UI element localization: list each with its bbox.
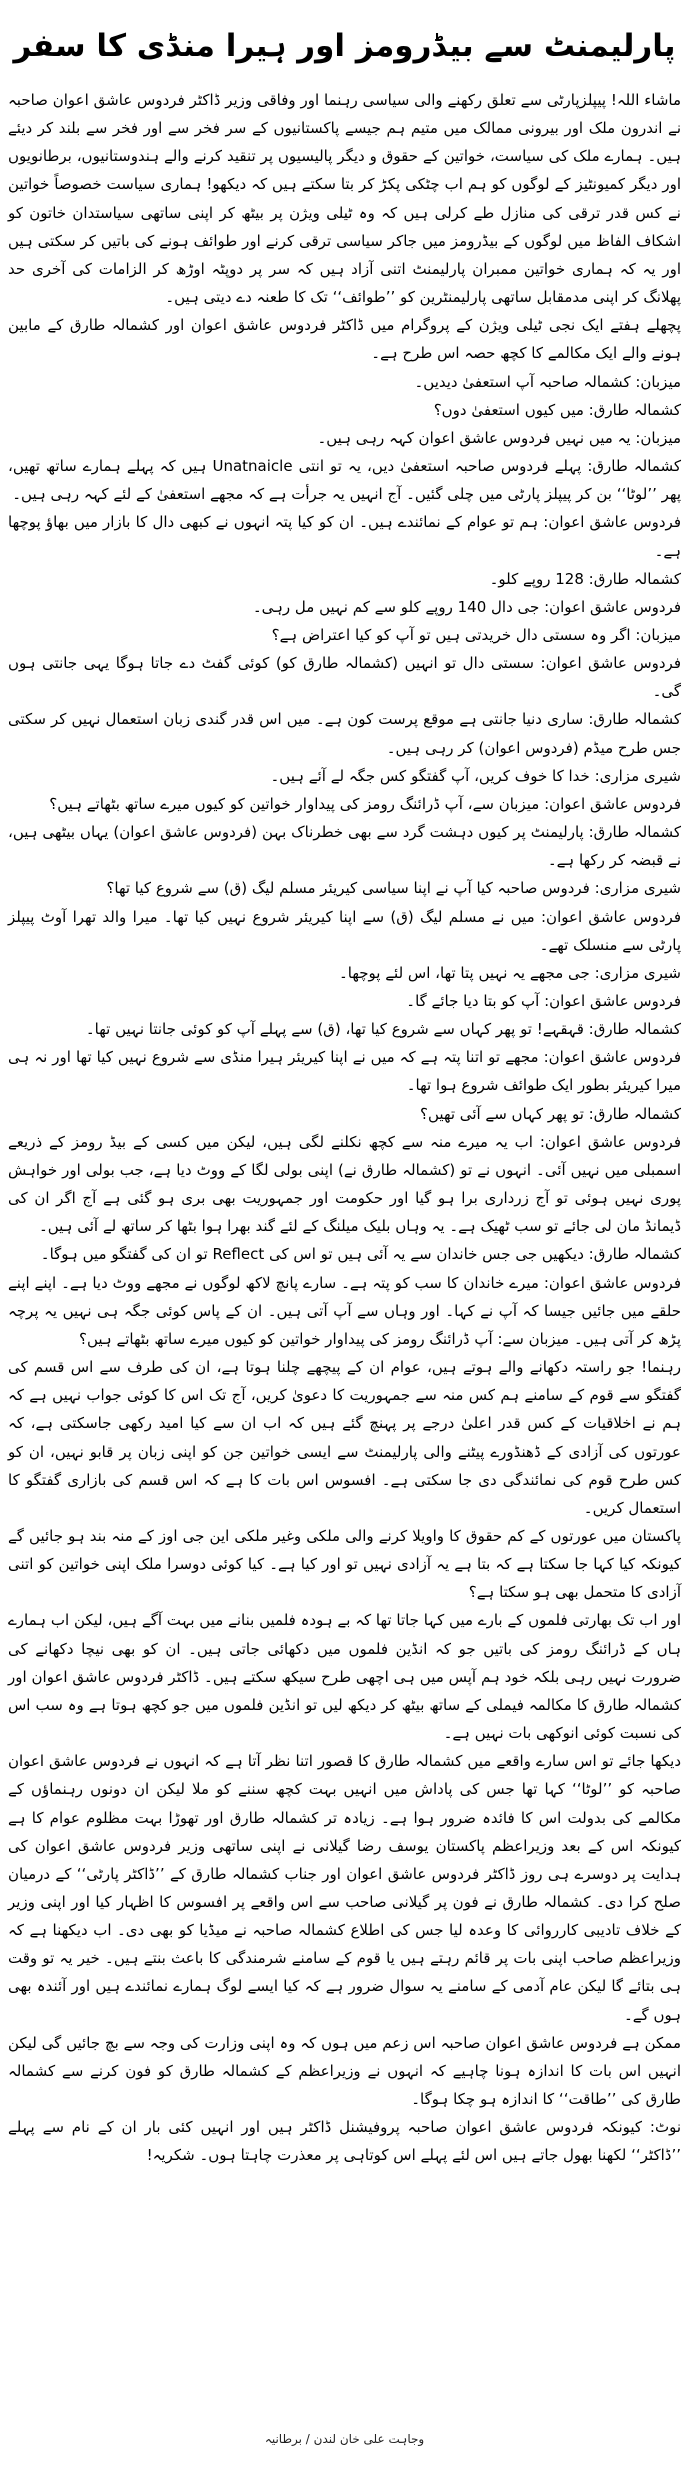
paragraph: میزبان: یہ میں نہیں فردوس عاشق اعوان کہہ رہی ہیں۔: [317, 428, 681, 447]
paragraph: پاکستان میں عورتوں کے کم حقوق کا واویلا کرنے والی ملکی وغیر ملکی این جی اوز کے منہ بند ہو جائیں گے کیونکہ کیا کہا جا سکتا ہے کہ بتا ہے یہ آزادی نہیں تو اور کیا ہے۔ کیا کوئی دوسرا ملک اپنی خواتین کو اتنی آزادی کا متحمل بھی ہو سکتا ہے؟: [8, 1526, 681, 1602]
paragraph: فردوس عاشق اعوان: میزبان سے، آپ ڈرائنگ رومز کی پیداوار خواتین کو کیوں میرے ساتھ بٹھاتے ہیں؟: [49, 794, 681, 813]
paragraph: شیری مزاری: جی مجھے یہ نہیں پتا تھا، اس لئے پوچھا۔: [339, 963, 681, 982]
paragraph: فردوس عاشق اعوان: آپ کو بتا دیا جائے گا۔: [406, 992, 681, 1010]
paragraph: میزبان: اگر وہ سستی دال خریدتی ہیں تو آپ کو کیا اعتراض ہے؟: [271, 625, 681, 644]
paragraph: کشمالہ طارق: قہقہے! تو پھر کہاں سے شروع کیا تھا، (ق) سے پہلے آپ کو کوئی جانتا نہیں تھا۔: [85, 1020, 681, 1039]
paragraph: فردوس عاشق اعوان: جی دال 140 روپے کلو سے کم نہیں مل رہی۔: [252, 597, 681, 616]
paragraph: پچھلے ہفتے ایک نجی ٹیلی ویژن کے پروگرام میں ڈاکٹر فردوس عاشق اعوان اور کشمالہ طارق کے مابین ہونے والے ایک مکالمے کا کچھ حصہ اس طرح ہے۔: [8, 316, 681, 363]
article-title: پارلیمنٹ سے بیڈرومز اور ہیرا منڈی کا سفر: [13, 28, 676, 64]
paragraph: کشمالہ طارق: 128 روپے کلو۔: [489, 569, 681, 588]
paragraph: فردوس عاشق اعوان: میرے خاندان کا سب کو پتہ ہے۔ سارے پانچ لاکھ لوگوں نے مجھے ووٹ دیا ہے۔ اپنے اپنے حلقے میں جائیں جیسا کہ آپ نے کہا۔ اور وہاں سے آپ آتی ہیں۔ ان کے پاس کوئی جگہ ہی نہیں یہ پرچہ پڑھ کر آتی ہیں۔ میزبان سے: آپ ڈرائنگ رومز کی پیداوار خواتین کو کیوں میرے ساتھ بٹھاتے ہیں؟: [8, 1273, 681, 1348]
paragraph: فردوس عاشق اعوان: اب یہ میرے منہ سے کچھ نکلنے لگی ہیں، لیکن میں کسی کے بیڈ رومز کے ذریعے اسمبلی میں نہیں آئی۔ انہوں نے تو (کشمالہ طارق نے) اپنی بولی لگا کے ووٹ دیا ہے، جب بولی اور خواہش پوری نہیں ہوئی تو آج زرداری برا ہو گیا اور حکومت اور جمہوریت بھی بری ہو گئی ہے آج اگر ان کی ڈیمانڈ مان لی جائے تو سب ٹھیک ہے۔ یہ وہاں بلیک میلنگ کے لئے گند بھرا ہوا بٹھا کر ساتھ لے آئی ہیں۔: [8, 1132, 681, 1236]
paragraph: رہنما! جو راستہ دکھانے والے ہوتے ہیں، عوام ان کے پیچھے چلنا ہوتا ہے، ان کی طرف سے اس قسم کی گفتگو سے قوم کے سامنے ہم کس منہ سے جمہوریت کا دعویٰ کریں، آج تک اس کا کوئی جواب نہیں ہے کہ ہم نے اخلاقیات کے کس قدر اعلیٰ درجے پر پہنچ گئے ہیں کہ اب ان سے کیا امید رکھی جاسکتی ہے، کہ عورتوں کی آزادی کے ڈھنڈورے پیٹنے والی پارلیمنٹ سے ایسی خواتین جن کو اپنی زبان پر قابو نہیں، ان کو کس طرح قوم کی نمائندگی دی جا سکتی ہے۔ افسوس اس بات کا ہے کہ اس قسم کی بازاری گفتگو کا استعمال کریں۔: [8, 1358, 681, 1517]
paragraph: ممکن ہے فردوس عاشق اعوان صاحبہ اس زعم میں ہوں کہ وہ اپنی وزارت کی وجہ سے بچ جائیں گی لیکن انہیں اس بات کا اندازہ ہونا چاہیے کہ انہوں نے وزیراعظم کے کشمالہ طارق کو فون کرنے سے کشمالہ طارق کی ’’طاقت‘‘ کا اندازہ ہو چکا ہوگا۔: [8, 2033, 681, 2109]
paragraph: کشمالہ طارق: پارلیمنٹ پر کیوں دہشت گرد سے بھی خطرناک بہن (فردوس عاشق اعوان) یہاں بیٹھی ہیں، نے قبضہ کر رکھا ہے۔: [8, 823, 681, 870]
paragraph: شیری مزاری: فردوس صاحبہ کیا آپ نے اپنا سیاسی کیریئر مسلم لیگ (ق) سے شروع کیا تھا؟: [106, 879, 681, 898]
author-byline: وجاہت علی خان لندن / برطانیہ: [264, 2432, 425, 2446]
paragraph: نوٹ: کیونکہ فردوس عاشق اعوان صاحبہ پروفیشنل ڈاکٹر ہیں اور انہیں کئی بار ان کے نام سے پہلے ’’ڈاکٹر‘‘ لکھنا بھول جاتے ہیں اس لئے پہلے اس کوتاہی پر معذرت چاہتا ہوں۔ شکریہ!: [8, 2118, 681, 2165]
paragraph: فردوس عاشق اعوان: ہم تو عوام کے نمائندے ہیں۔ ان کو کیا پتہ انہوں نے کبھی دال کا بازار میں بھاؤ پوچھا ہے۔: [8, 513, 681, 560]
paragraph: کشمالہ طارق: میں کیوں استعفیٰ دوں؟: [433, 400, 681, 419]
paragraph: فردوس عاشق اعوان: سستی دال تو انہیں (کشمالہ طارق کو) کوئی گفٹ دے جاتا ہوگا یہی جانتی ہوں گی۔: [8, 654, 681, 701]
paragraph: کشمالہ طارق: پہلے فردوس صاحبہ استعفیٰ دیں، یہ تو انتی Unatnaicle ہیں کہ پہلے ہمارے ساتھ تھیں، پھر ’’لوٹا‘‘ بن کر پیپلز پارٹی میں چلی گئیں۔ آج انہیں یہ جرأت ہے کہ مجھے استعفیٰ کے لئے کہہ رہی ہیں۔: [8, 457, 681, 504]
paragraph: فردوس عاشق اعوان: میں نے مسلم لیگ (ق) سے اپنا کیریئر شروع نہیں کیا تھا۔ میرا والد تھرا آوٹ پیپلز پارٹی سے منسلک تھے۔: [8, 907, 681, 954]
paragraph: کشمالہ طارق: دیکھیں جی جس خاندان سے یہ آئی ہیں تو اس کی Reflect تو ان کی گفتگو میں ہوگا۔: [40, 1245, 681, 1264]
paragraph: فردوس عاشق اعوان: مجھے تو اتنا پتہ ہے کہ میں نے اپنا کیریئر ہیرا منڈی سے شروع نہیں کیا تھا اور نہ ہی میرا کیریئر بطور ایک طوائف شروع ہوا تھا۔: [8, 1048, 681, 1095]
paragraph: شیری مزاری: خدا کا خوف کریں، آپ گفتگو کس جگہ لے آئے ہیں۔: [270, 766, 681, 785]
article-body: [8, 86, 681, 2170]
paragraph: کشمالہ طارق: ساری دنیا جانتی ہے موقع پرست کون ہے۔ میں اس قدر گندی زبان استعمال نہیں کر سکتی جس طرح میڈم (فردوس اعوان) کر رہی ہیں۔: [8, 710, 681, 757]
paragraph: دیکھا جائے تو اس سارے واقعے میں کشمالہ طارق کا قصور اتنا نظر آتا ہے کہ انہوں نے فردوس عاشق اعوان صاحبہ کو ’’لوٹا‘‘ کہا تھا جس کی پاداش میں انہیں بہت کچھ سننے کو ملا لیکن ان دونوں رہنماؤں کے مکالمے کی بدولت اس کا فائدہ ضرور ہوا ہے۔ زیادہ تر کشمالہ طارق اور تھوڑا بہت مظلوم عوام کا ہے کیونکہ اس کے بعد وزیراعظم پاکستان یوسف رضا گیلانی نے اپنی ساتھی وزیر فردوس عاشق اعوان کی ہدایت پر دوسرے ہی روز ڈاکٹر فردوس عاشق اعوان اور جناب کشمالہ طارق کے ’’ڈاکٹر پارٹی‘‘ کے درمیان صلح کرا دی۔ کشمالہ طارق نے فون پر گیلانی صاحب سے اس واقعے پر افسوس کا اظہار کیا اور اپنی وزیر کے خلاف تادیبی کارروائی کا وعدہ لیا جس کی اطلاع کشمالہ صاحبہ نے میڈیا کو بھی دی۔ اب دیکھنا ہے کہ وزیراعظم صاحب اپنی بات پر قائم رہتے ہیں یا قوم کے سامنے شرمندگی کا باعث بنتے ہیں۔ خیر یہ تو وقت ہی بتائے گا لیکن عام آدمی کے سامنے یہ سوال ضرور ہے کہ کیا ایسے لوگ ہمارے نمائندے ہیں اور آئندہ بھی ہوں گے۔: [8, 1752, 682, 2024]
paragraph: کشمالہ طارق: تو پھر کہاں سے آئی تھیں؟: [420, 1104, 681, 1123]
intro-paragraph: ماشاء اللہ! پیپلزپارٹی سے تعلق رکھنے والی سیاسی رہنما اور وفاقی وزیر ڈاکٹر فردوس عاشق اعوان صاحبہ نے اندرون ملک اور بیرونی ممالک میں متیم ہم جیسے پاکستانیوں کے سر فخر سے اور فخر سے بلند کر دیئے ہیں۔ ہمارے ملک کی سیاست، خواتین کے حقوق و دیگر پالیسیوں پر تنقید کرنے والے ہندوستانیوں، برطانویوں اور دیگر کمیونٹیز کے لوگوں کو ہم اب چٹکی پکڑ کر بتا سکتے ہیں کہ دیکھو! ہماری سیاست خصوصاً خواتین نے کس قدر ترقی کی منازل طے کرلی ہیں کہ وہ ٹیلی ویژن پر بیٹھ کر اپنی ساتھی سیاستدان خاتون کو اشکاف الفاظ میں لوگوں کے بیڈرومز میں جاکر سیاسی ترقی کرنے اور طوائف ہونے کی باتیں کر سکتی ہیں اور یہ کہ ہماری خواتین ممبران پارلیمنٹ اتنی آزاد ہیں کہ سر پر دوپٹہ اوڑھ کر الزامات کی آخری حد پھلانگ کر اپنی مدمقابل ساتھی پارلیمنٹرین کو ’’طوائف‘‘ تک کا طعنہ دے دیتی ہیں۔: [8, 91, 681, 307]
paragraph: میزبان: کشمالہ صاحبہ آپ استعفیٰ دیدیں۔: [414, 372, 681, 391]
paragraph: اور اب تک بھارتی فلموں کے بارے میں کہا جاتا تھا کہ بے ہودہ فلمیں بنانے میں بہت آگے ہیں، لیکن اب ہمارے ہاں کے ڈرائنگ رومز کی باتیں جو کہ انڈین فلموں میں دکھائی جاتی ہیں۔ ان کو بھی نیچا دکھانے کی ضرورت نہیں رہی بلکہ خود ہم آپس میں ہی اچھی طرح سیکھ سکتے ہیں۔ ڈاکٹر فردوس عاشق اعوان اور کشمالہ طارق کا مکالمہ فیملی کے ساتھ بیٹھ کر دیکھ لیں تو انڈین فلموں میں جو کچھ ہوتا ہے وہ سب اس کی نسبت کوئی انوکھی بات نہیں ہے۔: [8, 1611, 681, 1743]
